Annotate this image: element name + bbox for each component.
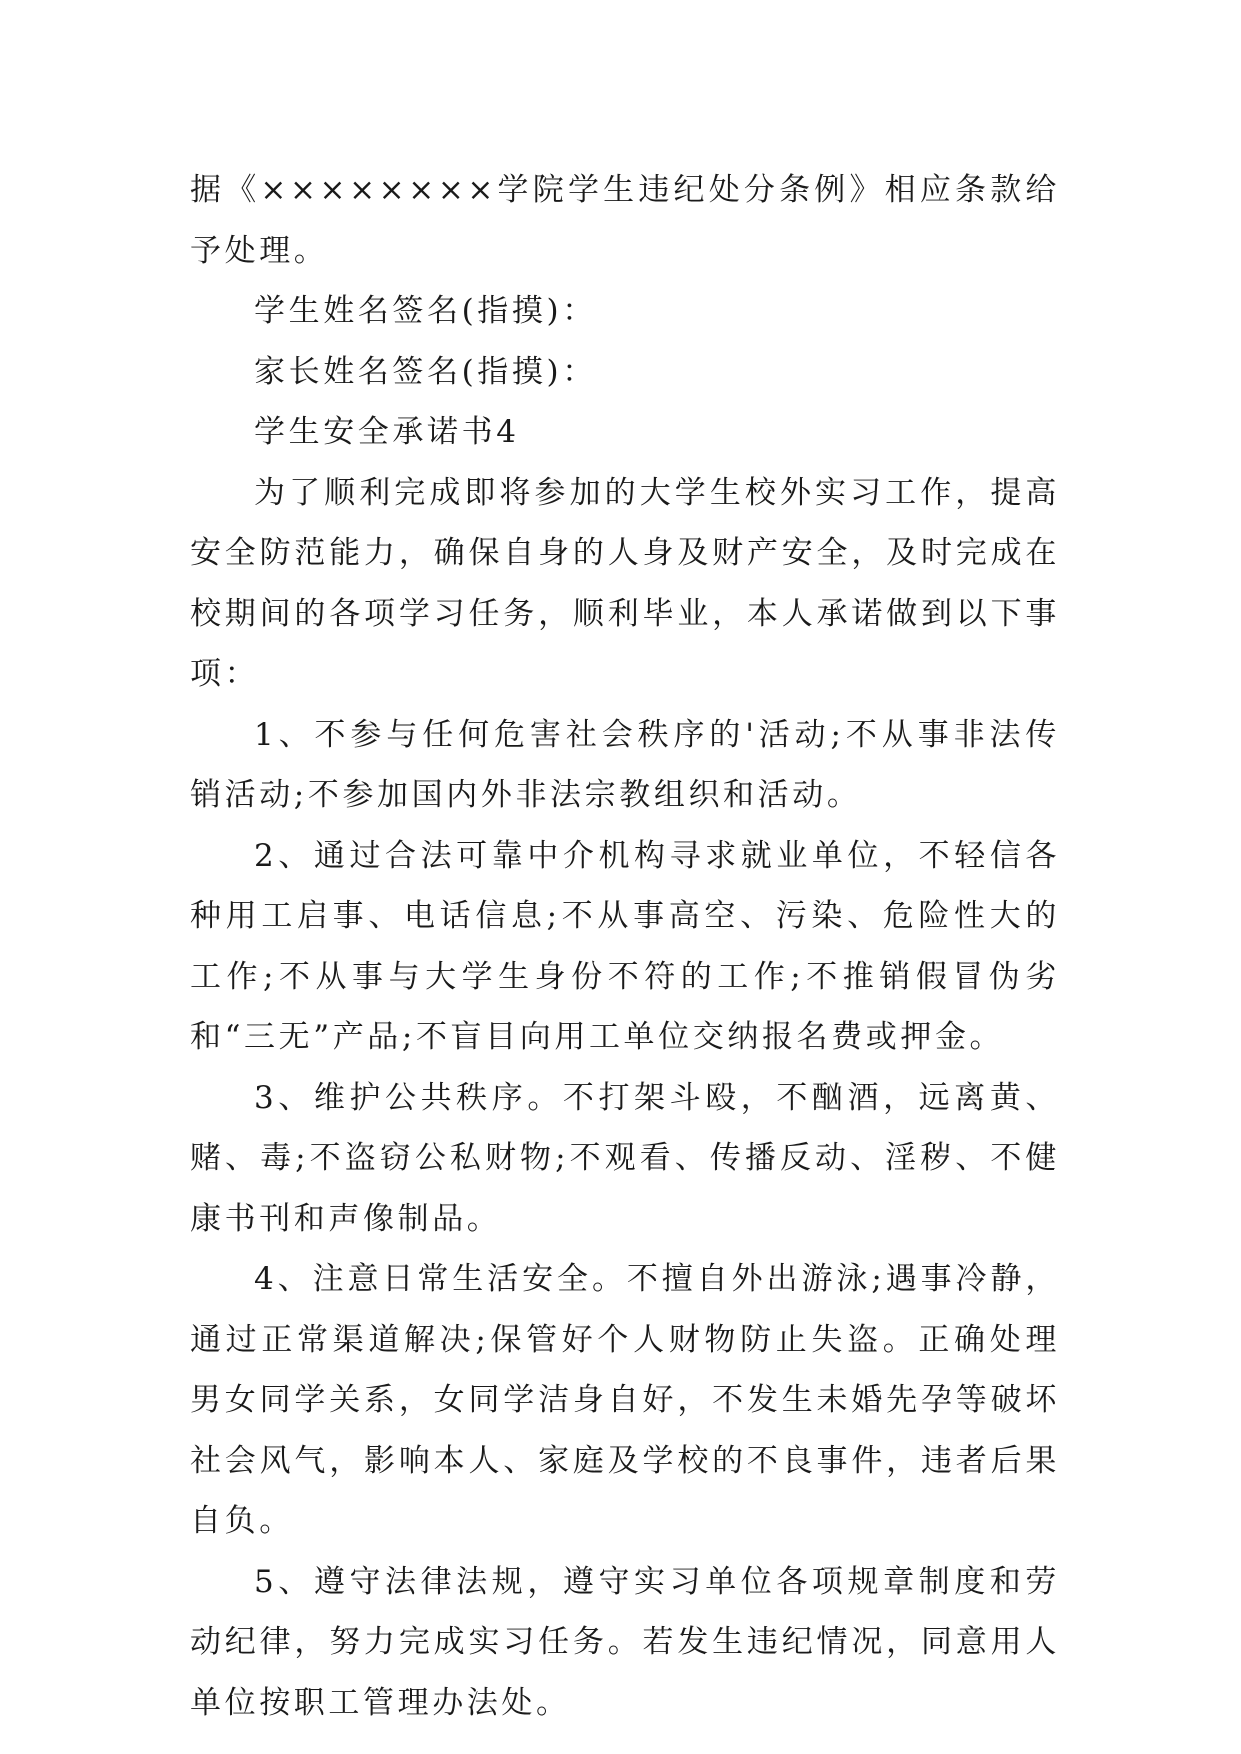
paragraph-item-4: 4、注意日常生活安全。不擅自外出游泳;遇事冷静，通过正常渠道解决;保管好个人财物防止失盗。正确处理男女同学关系，女同学洁身自好，不发生未婚先孕等破坏社会风气，影响本人、家庭及学校的不良事件，违者后果自负。 [190,1261,1060,1539]
parent-signature-line: 家长姓名签名(指摸)： [254,353,597,390]
section-heading: 学生安全承诺书4 [254,414,520,450]
student-signature-line: 学生姓名签名(指摸)： [254,293,597,329]
paragraph-item-5: 5、遵守法律法规，遵守实习单位各项规章制度和劳动纪律，努力完成实习任务。若发生违纪情况，同意用人单位按职工管理办法处。 [190,1563,1060,1721]
paragraph-item-3: 3、维护公共秩序。不打架斗殴，不酗酒，远离黄、赌、毒;不盗窃公私财物;不观看、传播反动、淫秽、不健康书刊和声像制品。 [190,1079,1060,1237]
document-body [190,160,1060,1733]
paragraph-item-2: 2、通过合法可靠中介机构寻求就业单位，不轻信各种用工启事、电话信息;不从事高空、污染、危险性大的工作;不从事与大学生身份不符的工作;不推销假冒伪劣和“三无”产品;不盲目向用工单位交纳报名费或押金。 [190,837,1060,1055]
paragraph-item-1: 1、不参与任何危害社会秩序的'活动;不从事非法传销活动;不参加国内外非法宗教组织和活动。 [190,716,1060,813]
paragraph-intro: 为了顺利完成即将参加的大学生校外实习工作，提高安全防范能力，确保自身的人身及财产安全，及时完成在校期间的各项学习任务，顺利毕业，本人承诺做到以下事项： [190,474,1060,692]
paragraph-disciplinary-clause: 据《××××××××学院学生违纪处分条例》相应条款给予处理。 [190,172,1060,269]
